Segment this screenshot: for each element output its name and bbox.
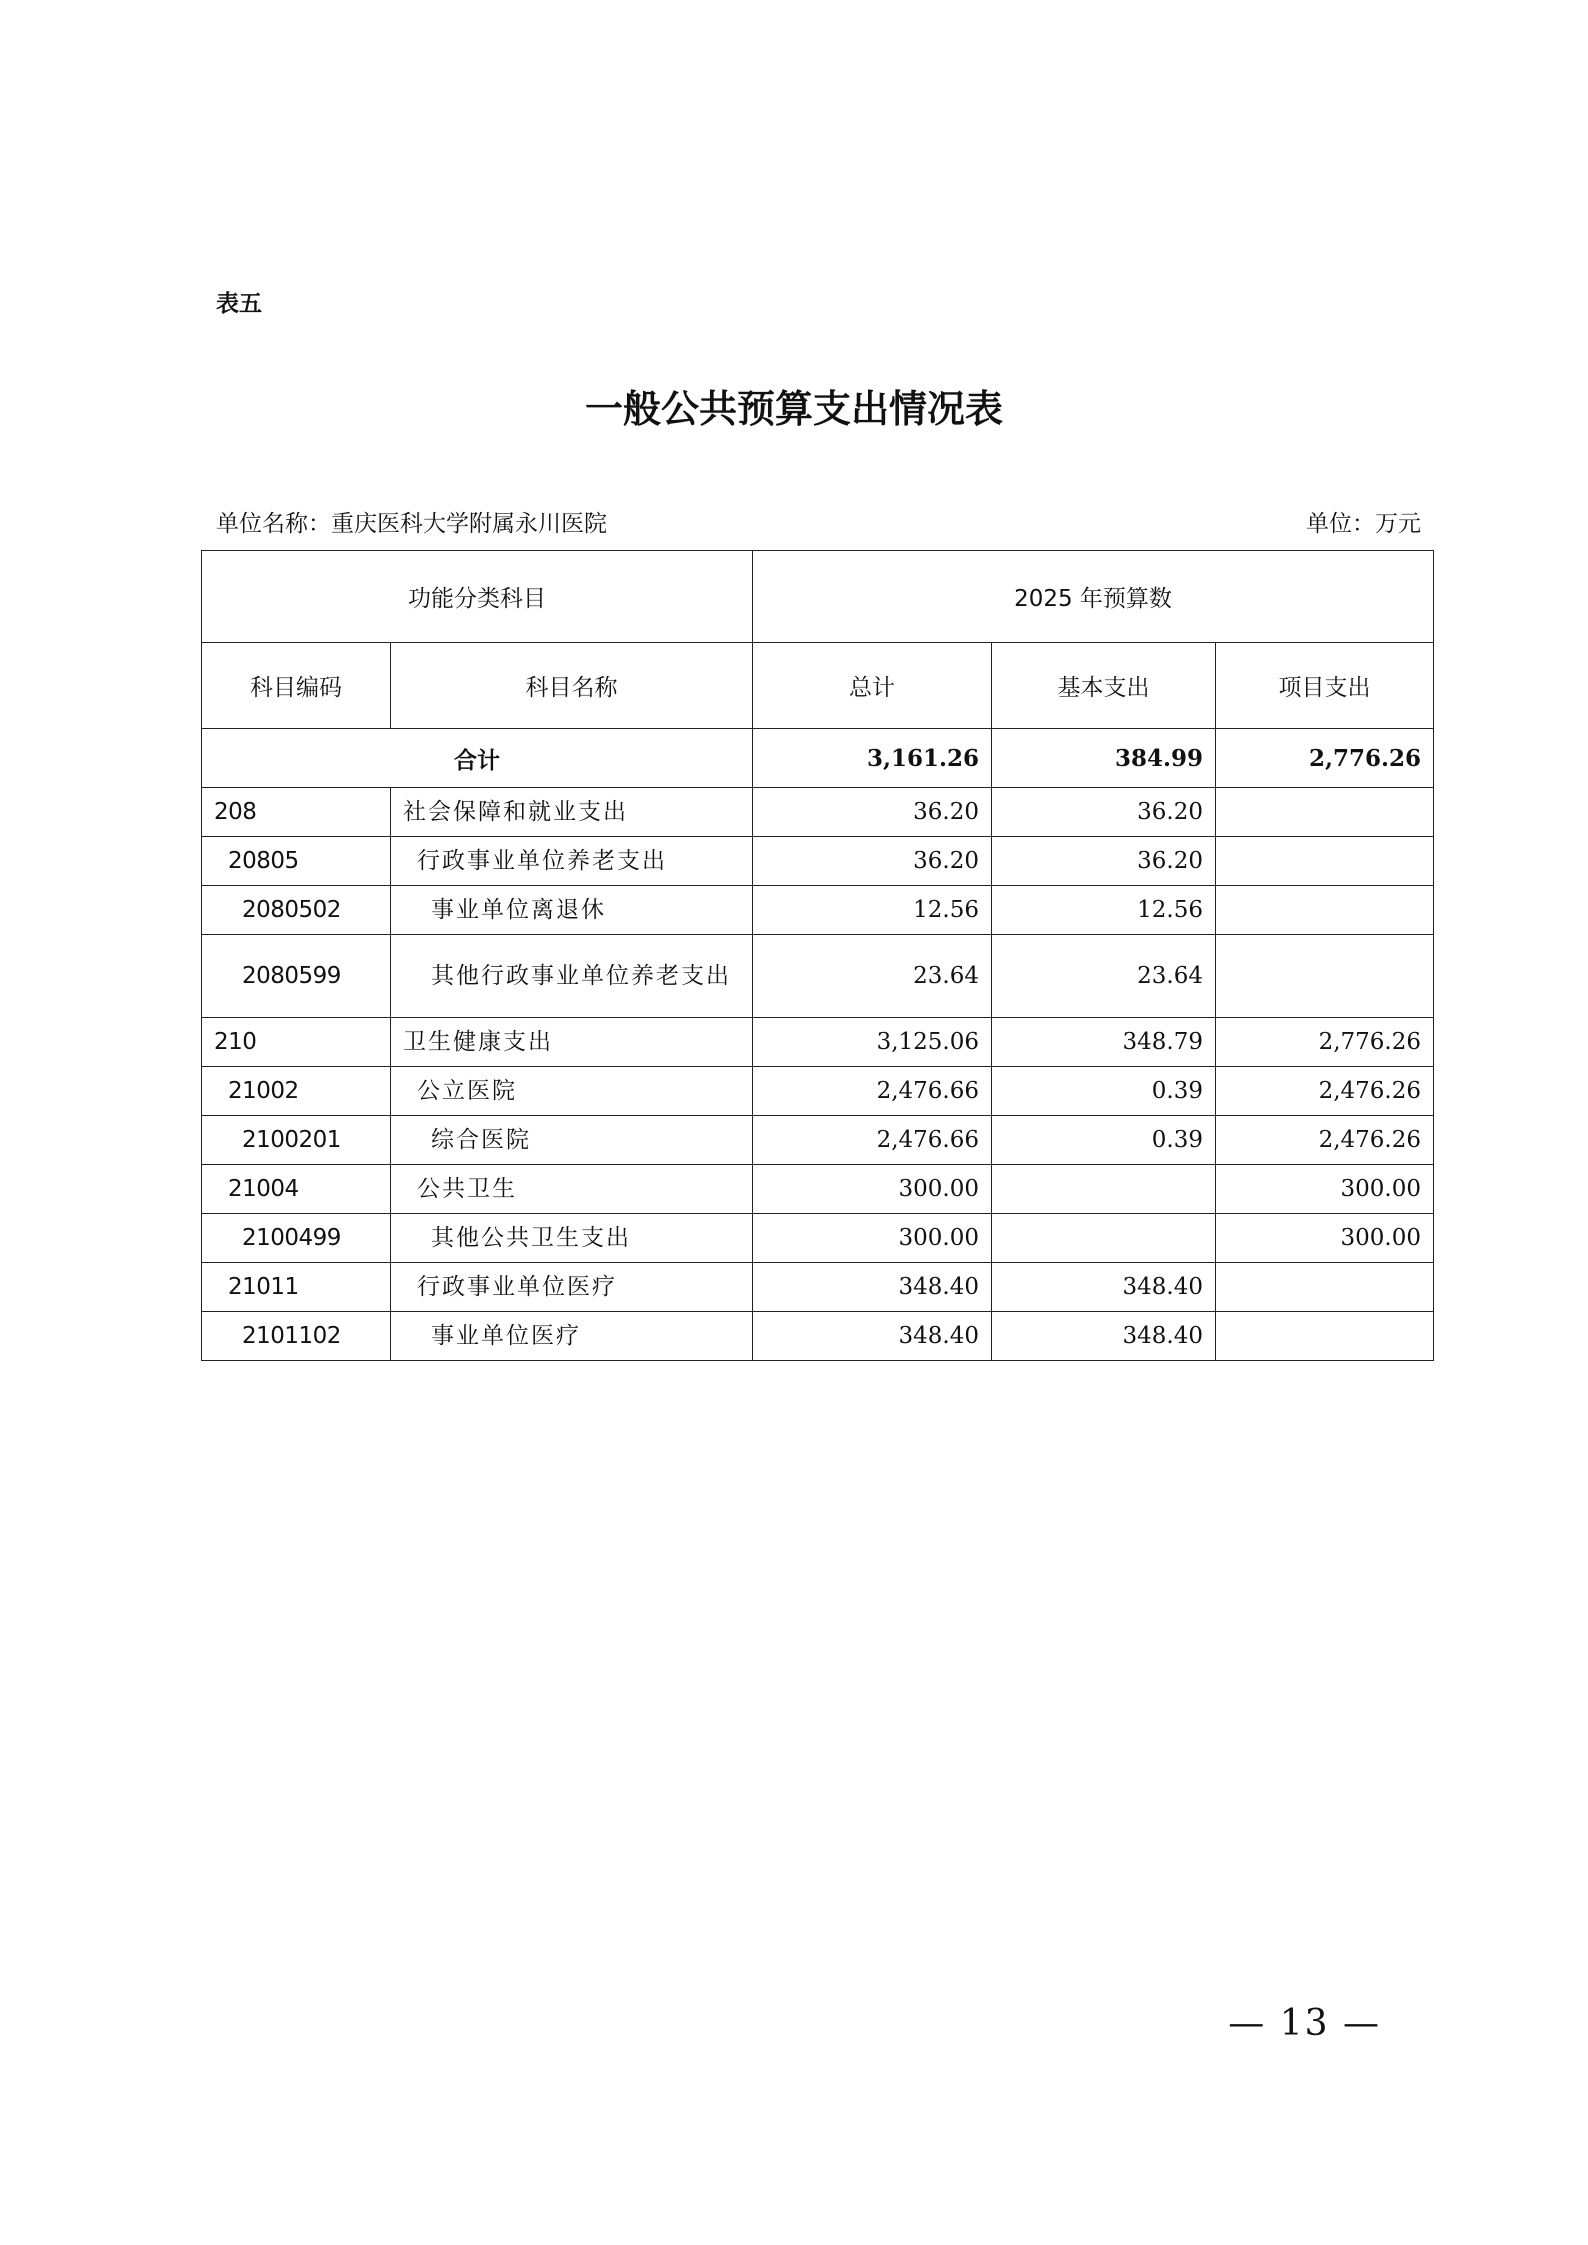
cell-code: 2101102 xyxy=(202,1312,391,1361)
table-label: 表五 xyxy=(216,291,262,317)
cell-name: 行政事业单位养老支出 xyxy=(391,837,753,886)
header-total: 总计 xyxy=(753,643,992,729)
cell-project: 2,476.26 xyxy=(1216,1067,1434,1116)
table-row xyxy=(202,1312,1434,1361)
cell-name: 综合医院 xyxy=(391,1116,753,1165)
cell-total: 348.40 xyxy=(753,1263,992,1312)
cell-code: 21002 xyxy=(202,1067,391,1116)
cell-total: 23.64 xyxy=(753,935,992,1018)
cell-name: 卫生健康支出 xyxy=(391,1018,753,1067)
cell-code: 21011 xyxy=(202,1263,391,1312)
cell-project xyxy=(1216,935,1434,1018)
header-budget-2025: 2025 年预算数 xyxy=(753,551,1434,643)
cell-code: 2080502 xyxy=(202,886,391,935)
total-row xyxy=(202,729,1434,788)
total-basic: 384.99 xyxy=(992,729,1216,788)
cell-code: 2100499 xyxy=(202,1214,391,1263)
cell-total: 3,125.06 xyxy=(753,1018,992,1067)
cell-name: 社会保障和就业支出 xyxy=(391,788,753,837)
cell-basic: 36.20 xyxy=(992,788,1216,837)
table-row xyxy=(202,1263,1434,1312)
table-row xyxy=(202,886,1434,935)
cell-code: 2100201 xyxy=(202,1116,391,1165)
cell-total: 12.56 xyxy=(753,886,992,935)
table-row xyxy=(202,1018,1434,1067)
cell-basic xyxy=(992,1165,1216,1214)
page-title: 一般公共预算支出情况表 xyxy=(584,386,1003,431)
cell-code: 208 xyxy=(202,788,391,837)
page-number: — 13 — xyxy=(1228,2003,1381,2044)
header-basic: 基本支出 xyxy=(992,643,1216,729)
total-total: 3,161.26 xyxy=(753,729,992,788)
cell-name: 事业单位医疗 xyxy=(391,1312,753,1361)
cell-name: 行政事业单位医疗 xyxy=(391,1263,753,1312)
cell-name: 事业单位离退休 xyxy=(391,886,753,935)
total-label: 合计 xyxy=(202,729,753,788)
cell-basic: 348.40 xyxy=(992,1263,1216,1312)
cell-total: 36.20 xyxy=(753,837,992,886)
cell-basic: 348.79 xyxy=(992,1018,1216,1067)
cell-total: 2,476.66 xyxy=(753,1116,992,1165)
header-code: 科目编码 xyxy=(202,643,391,729)
unit-name: 单位名称：重庆医科大学附属永川医院 xyxy=(216,511,607,537)
cell-basic: 0.39 xyxy=(992,1067,1216,1116)
header-functional-classification: 功能分类科目 xyxy=(202,551,753,643)
cell-name: 其他公共卫生支出 xyxy=(391,1214,753,1263)
cell-project xyxy=(1216,1312,1434,1361)
cell-project: 2,476.26 xyxy=(1216,1116,1434,1165)
cell-code: 2080599 xyxy=(202,935,391,1018)
cell-basic: 348.40 xyxy=(992,1312,1216,1361)
header-project: 项目支出 xyxy=(1216,643,1434,729)
total-project: 2,776.26 xyxy=(1216,729,1434,788)
cell-project xyxy=(1216,886,1434,935)
cell-basic: 0.39 xyxy=(992,1116,1216,1165)
table-row xyxy=(202,935,1434,1018)
cell-code: 21004 xyxy=(202,1165,391,1214)
budget-table xyxy=(201,550,1434,1361)
cell-basic: 12.56 xyxy=(992,886,1216,935)
cell-basic: 36.20 xyxy=(992,837,1216,886)
cell-total: 2,476.66 xyxy=(753,1067,992,1116)
header-name: 科目名称 xyxy=(391,643,753,729)
cell-name: 公立医院 xyxy=(391,1067,753,1116)
cell-project xyxy=(1216,788,1434,837)
cell-project: 2,776.26 xyxy=(1216,1018,1434,1067)
cell-total: 348.40 xyxy=(753,1312,992,1361)
cell-total: 36.20 xyxy=(753,788,992,837)
cell-total: 300.00 xyxy=(753,1214,992,1263)
cell-project xyxy=(1216,837,1434,886)
table-row xyxy=(202,1165,1434,1214)
cell-basic: 23.64 xyxy=(992,935,1216,1018)
cell-name: 公共卫生 xyxy=(391,1165,753,1214)
cell-total: 300.00 xyxy=(753,1165,992,1214)
cell-project: 300.00 xyxy=(1216,1165,1434,1214)
cell-code: 210 xyxy=(202,1018,391,1067)
table-row xyxy=(202,788,1434,837)
cell-name: 其他行政事业单位养老支出 xyxy=(391,935,753,1018)
header-row-group xyxy=(202,551,1434,643)
table-row xyxy=(202,1067,1434,1116)
header-row-columns xyxy=(202,643,1434,729)
table-row xyxy=(202,837,1434,886)
table-row xyxy=(202,1116,1434,1165)
cell-project xyxy=(1216,1263,1434,1312)
cell-project: 300.00 xyxy=(1216,1214,1434,1263)
cell-basic xyxy=(992,1214,1216,1263)
cell-code: 20805 xyxy=(202,837,391,886)
table-row xyxy=(202,1214,1434,1263)
unit-label: 单位：万元 xyxy=(1306,511,1421,537)
